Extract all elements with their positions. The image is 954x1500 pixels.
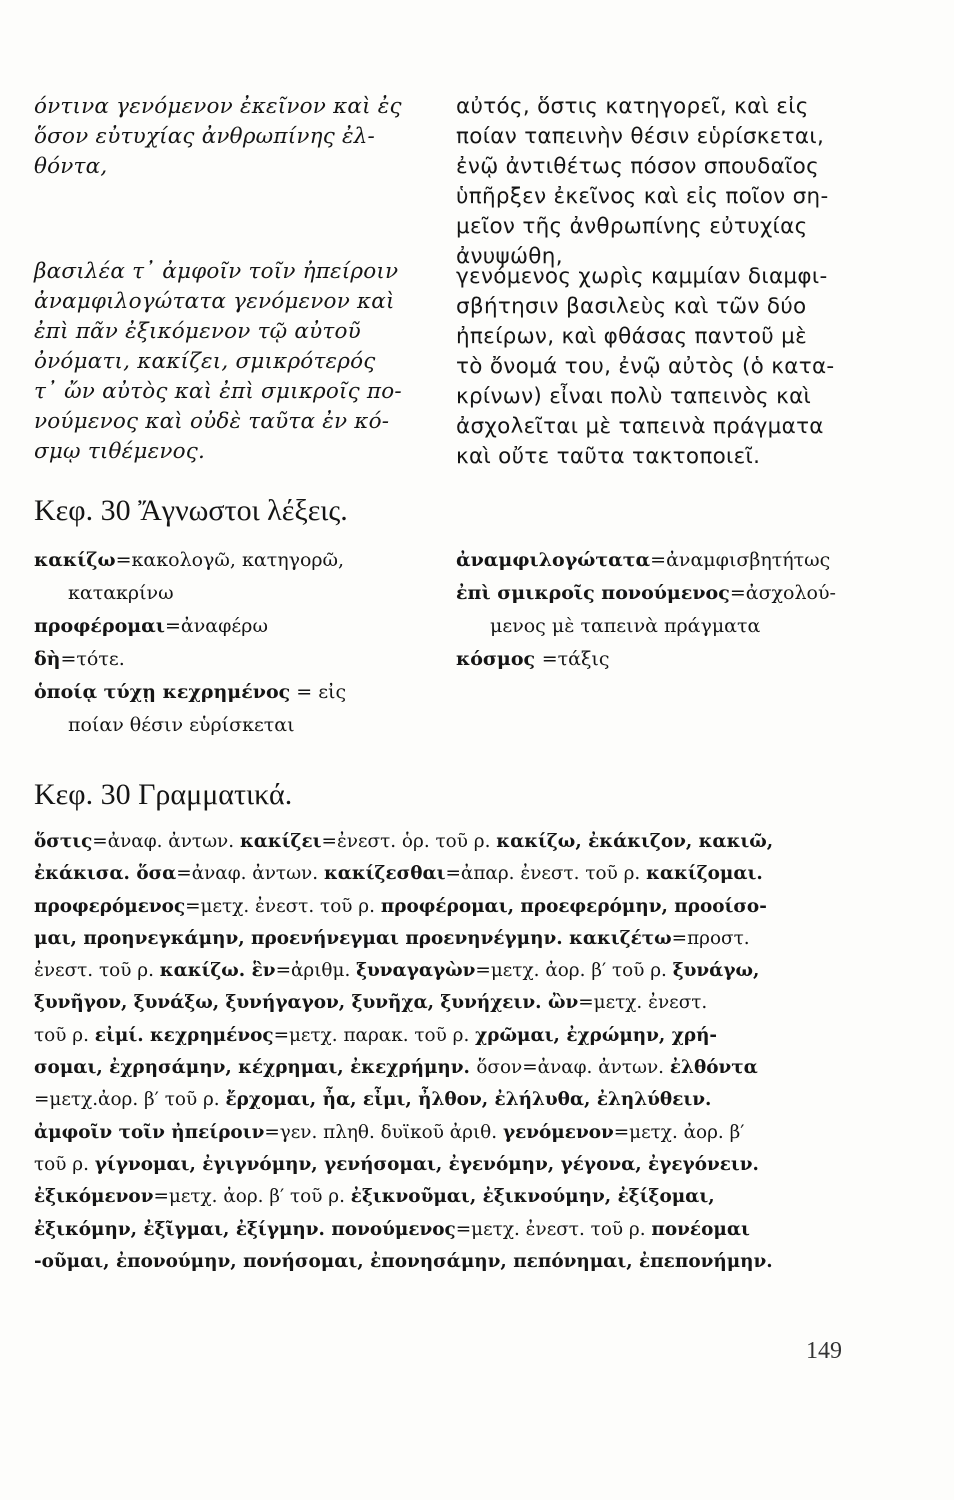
vocab-definition: =ἀναφέρω	[165, 615, 268, 637]
ancient-text-block-2	[34, 257, 402, 467]
grammar-line	[34, 1214, 846, 1246]
grammar-form: κακίζεσθαι	[323, 863, 446, 885]
grammar-annotation: =μετχ. ἐνεστ.	[578, 992, 708, 1014]
grammar-form: ἐλθόντα	[669, 1057, 758, 1079]
grammar-annotation: =ἀριθμ.	[275, 960, 357, 982]
grammar-form: -οῦμαι, ἐπονούμην, πονήσομαι, ἐπονησάμην, πεπόνημαι, ἐπεπονήμην.	[34, 1250, 773, 1272]
ancient-text-block-1	[34, 92, 402, 182]
vocab-entry	[456, 610, 836, 643]
text-line: τὸ ὄνομά του, ἐνῷ αὐτὸς (ὁ κατα-	[456, 354, 835, 379]
vocab-definition: =ἀναμφισβητήτως	[650, 549, 831, 571]
text-line: ὅσον εὐτυχίας ἀνθρωπίνης ἐλ-	[34, 124, 376, 149]
grammar-annotation: =μετχ.ἀορ. β′ τοῦ ρ.	[34, 1089, 226, 1111]
text-line: ἀναμφιλογώτατα γενόμενον καὶ	[34, 289, 395, 314]
vocab-entry	[34, 676, 346, 709]
text-line: ἐνῷ ἀντιθέτως πόσον σπουδαῖος	[456, 154, 820, 179]
text-line: τ᾽ ὤν αὐτὸς καὶ ἐπὶ σμικροῖς πο-	[34, 379, 402, 404]
vocab-entry	[34, 709, 346, 742]
vocab-definition: =κακολογῶ, κατηγορῶ,	[115, 549, 345, 571]
vocab-term: κόσμος	[456, 648, 542, 670]
grammar-form: μαι, προηνεγκάμην, προενήνεγμαι προενηνέγμην. κακιζέτω	[34, 927, 672, 949]
grammar-form: κακίζει	[239, 831, 322, 852]
vocab-term: ὁποίᾳ τύχῃ κεχρημένος	[34, 681, 291, 703]
grammar-form: κακίζω. ἓν	[159, 960, 276, 982]
vocab-list-right	[456, 544, 836, 676]
vocab-term: προφέρομαι	[34, 615, 165, 637]
grammar-heading: Κεφ. 30 Γραμματικά.	[34, 778, 293, 811]
vocab-term: δὴ	[34, 648, 61, 670]
vocab-definition: μενος μὲ ταπεινὰ πράγματα	[490, 615, 761, 637]
vocab-term: κακίζω	[34, 549, 116, 571]
grammar-line	[34, 1117, 846, 1149]
grammar-form: γενόμενον	[502, 1121, 614, 1143]
grammar-annotation: =ἀπαρ. ἐνεστ. τοῦ ρ.	[445, 863, 647, 885]
grammar-annotation: τοῦ ρ.	[34, 1024, 95, 1046]
grammar-form: ξυνῆγον, ξυνάξω, ξυνήγαγον, ξυνῆχα, ξυνήχειν. ὢν	[34, 992, 579, 1014]
text-line: θόντα,	[34, 154, 108, 179]
grammar-line	[34, 1020, 846, 1052]
grammar-annotation: =μετχ. παρακ. τοῦ ρ.	[273, 1024, 476, 1046]
text-line: γενόμενος χωρὶς καμμίαν διαμφι-	[456, 264, 828, 289]
vocab-term: ἐπὶ σμικροῖς πονούμενος	[456, 582, 730, 604]
grammar-line	[34, 891, 846, 923]
grammar-form: ὅστις	[34, 831, 93, 852]
vocab-list-left	[34, 544, 346, 742]
grammar-annotation: τοῦ ρ.	[34, 1153, 95, 1175]
grammar-notes	[34, 826, 846, 1278]
grammar-annotation: =μετχ. ἀορ. β′	[613, 1121, 745, 1143]
grammar-line	[34, 987, 846, 1019]
grammar-annotation: =προστ.	[671, 927, 750, 949]
grammar-form: εἰμί. κεχρημένος	[94, 1024, 274, 1046]
text-line: ποίαν ταπεινὴν θέσιν εὑρίσκεται,	[456, 124, 825, 149]
grammar-form: ἐξικνοῦμαι, ἐξικνούμην, ἐξίξομαι,	[350, 1186, 715, 1208]
vocab-entry	[456, 544, 836, 577]
grammar-annotation: =ἀναφ. ἀντων.	[176, 863, 324, 885]
text-line: καὶ οὔτε ταῦτα τακτοποιεῖ.	[456, 444, 761, 469]
grammar-annotation: ὅσον=ἀναφ. ἀντων.	[476, 1057, 670, 1079]
grammar-form: ἐξικόμην, ἐξῖγμαι, ἐξίγμην. πονούμενος	[34, 1218, 456, 1240]
grammar-line	[34, 1084, 846, 1116]
grammar-annotation: =μετχ. ἐνεστ. τοῦ ρ.	[455, 1218, 652, 1240]
text-line: κρίνων) εἶναι πολὺ ταπεινὸς καὶ	[456, 384, 812, 409]
vocab-entry	[34, 544, 346, 577]
grammar-form: ξυνάγω,	[672, 960, 760, 982]
text-line: ἀνυψώθη,	[456, 244, 563, 269]
grammar-form: προφέρομαι, προεφερόμην, προοίσο-	[380, 895, 767, 917]
vocab-definition: ποίαν θέσιν εὑρίσκεται	[68, 714, 295, 736]
text-line: βασιλέα τ᾽ ἀμφοῖν τοῖν ἠπείροιν	[34, 259, 399, 284]
grammar-line	[34, 826, 846, 858]
grammar-line	[34, 1052, 846, 1084]
grammar-line	[34, 1181, 846, 1213]
grammar-annotation: =ἀναφ. ἀντων.	[92, 831, 240, 852]
grammar-annotation: =μετχ. ἐνεστ. τοῦ ρ.	[185, 895, 381, 917]
grammar-form: προφερόμενος	[34, 895, 186, 917]
grammar-form: ἀμφοῖν τοῖν ἠπείροιν	[34, 1121, 265, 1143]
translation-block-2	[456, 262, 834, 472]
grammar-form: πονέομαι	[651, 1218, 750, 1240]
text-line: ἠπείρων, καὶ φθάσας παντοῦ μὲ	[456, 324, 808, 349]
text-line: ἀσχολεῖται μὲ ταπεινὰ πράγματα	[456, 414, 824, 439]
grammar-annotation: ἐνεστ. τοῦ ρ.	[34, 960, 160, 982]
vocab-entry	[34, 643, 346, 676]
grammar-form: ξυναγαγὼν	[356, 960, 476, 982]
grammar-form: κακίζω, ἐκάκιζον, κακιῶ,	[496, 831, 774, 852]
vocab-definition: = εἰς	[290, 681, 347, 703]
grammar-line	[34, 858, 846, 890]
grammar-line	[34, 1246, 846, 1278]
grammar-line	[34, 923, 846, 955]
grammar-line	[34, 1149, 846, 1181]
text-line: όντινα γενόμενον ἐκεῖνον καὶ ἐς	[34, 94, 402, 119]
vocab-definition: =ἀσχολού-	[729, 582, 836, 604]
vocab-entry	[34, 577, 346, 610]
text-line: ἐπὶ πᾶν ἐξικόμενον τῷ αὐτοῦ	[34, 319, 361, 344]
grammar-form: ἐκάκισα. ὅσα	[34, 863, 177, 885]
grammar-form: κακίζομαι.	[646, 863, 763, 885]
page-number: 149	[806, 1338, 842, 1364]
text-line: σβήτησιν βασιλεὺς καὶ τῶν δύο	[456, 294, 807, 319]
grammar-annotation: =μετχ. ἀορ. β′ τοῦ ρ.	[153, 1186, 351, 1208]
text-line: ὀνόματι, κακίζει, σμικρότερός	[34, 349, 376, 374]
unknown-words-heading: Κεφ. 30 Ἄγνωστοι λέξεις.	[34, 494, 348, 527]
grammar-annotation: =μετχ. ἀορ. β′ τοῦ ρ.	[475, 960, 673, 982]
vocab-entry	[456, 577, 836, 610]
text-line: αὐτός, ὅστις κατηγορεῖ, καὶ εἰς	[456, 94, 809, 119]
grammar-form: γίγνομαι, ἐγιγνόμην, γενήσομαι, ἐγενόμην, γέγονα, ἐγεγόνειν.	[94, 1153, 759, 1175]
grammar-form: ἔρχομαι, ἦα, εἶμι, ἦλθον, ἐλήλυθα, ἐληλύθειν.	[225, 1089, 712, 1111]
grammar-form: ἐξικόμενον	[34, 1186, 154, 1208]
vocab-definition: =τότε.	[60, 648, 125, 670]
text-line: μεῖον τῆς ἀνθρωπίνης εὐτυχίας	[456, 214, 808, 239]
grammar-line	[34, 955, 846, 987]
grammar-form: σομαι, ἐχρησάμην, κέχρημαι, ἐκεχρήμην.	[34, 1057, 477, 1079]
text-line: ὑπῆρξεν ἐκεῖνος καὶ εἰς ποῖον ση-	[456, 184, 829, 209]
translation-block-1	[456, 92, 829, 272]
vocab-definition: κατακρίνω	[68, 582, 174, 604]
text-line: νούμενος καὶ οὐδὲ ταῦτα ἐν κό-	[34, 409, 390, 434]
grammar-form: χρῶμαι, ἐχρώμην, χρή-	[475, 1024, 718, 1046]
vocab-definition: =τάξις	[541, 648, 610, 670]
text-line: σμῳ τιθέμενος.	[34, 439, 206, 464]
grammar-annotation: =ἐνεστ. ὁρ. τοῦ ρ.	[321, 831, 497, 852]
grammar-annotation: =γεν. πληθ. δυϊκοῦ ἀριθ.	[264, 1121, 503, 1143]
vocab-term: ἀναμφιλογώτατα	[456, 549, 651, 571]
vocab-entry	[34, 610, 346, 643]
vocab-entry	[456, 643, 836, 676]
